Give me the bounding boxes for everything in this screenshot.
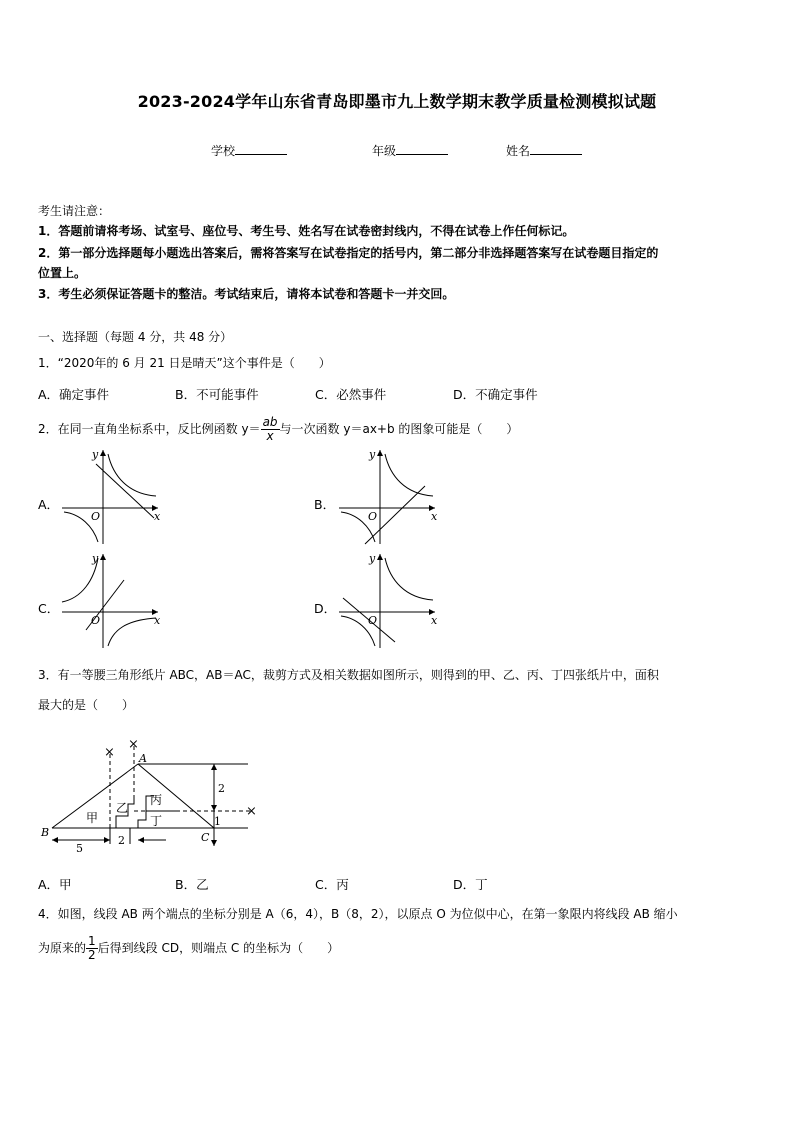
q3-stem-line2: 最大的是（ ） [38,698,135,712]
q2-fraction [261,416,280,443]
q3-label-yi: 乙 [116,801,129,815]
q2d-y-label: y [369,552,376,565]
q2-graph-b [335,446,445,546]
q2d-x-label: x [431,614,438,627]
q3-label-c: C [201,831,210,844]
q1-option-d[interactable]: D．不确定事件 [453,387,538,402]
q2c-x-label: x [154,614,161,627]
grade-label: 年级 [372,144,397,158]
q2b-origin-label: O [368,510,378,523]
q2-frac-num: ab [262,415,278,429]
q4-fraction [86,935,98,962]
school-field[interactable] [211,142,287,159]
q4-line2 [38,933,339,963]
q2-stem-post: 与一次函数 y＝ax+b 的图象可能是（ ） [279,422,519,436]
name-blank[interactable] [530,143,582,155]
q3-figure [38,736,270,858]
cut-mark-1: × [104,745,115,760]
q3-dim-1: 1 [214,815,221,828]
q3-label-a: A [139,752,147,765]
q2a-origin-label: O [91,510,101,523]
q1-option-b[interactable]: B．不可能事件 [175,387,259,402]
q3-dim-2-bottom: 2 [118,834,125,847]
q2-graph-a [58,446,168,546]
q3-option-b[interactable]: B．乙 [175,877,209,892]
school-blank[interactable] [235,143,287,155]
q2-option-b[interactable]: B． [314,497,336,512]
section-heading: 一、选择题（每题 4 分，共 48 分） [38,330,233,344]
q2-graph-d [335,550,445,650]
q4-frac-den: 2 [88,948,96,962]
q3-stem-line1: 3．有一等腰三角形纸片 ABC，AB＝AC，裁剪方式及相关数据如图所示，则得到的甲、乙、丙、丁四张纸片中，面积 [38,668,659,682]
q4-line2-pre: 为原来的 [38,941,87,955]
school-label: 学校 [211,144,236,158]
notice-heading: 考生请注意： [38,204,111,218]
notice-item-2: 2．第一部分选择题每小题选出答案后，需将答案写在试卷指定的括号内，第二部分非选择题答案写在试卷题目指定的 [38,246,659,260]
q2d-origin-label: O [368,614,378,627]
q2-stem-pre: 2．在同一直角坐标系中，反比例函数 y＝ [38,422,261,436]
q2c-origin-label: O [91,614,101,627]
q2a-y-label: y [92,448,99,461]
q3-label-ding: 丁 [150,814,163,828]
q3-label-b: B [41,826,50,839]
notice-item-3: 3．考生必须保证答题卡的整洁。考试结束后，请将本试卷和答题卡一并交回。 [38,287,455,301]
q4-line2-post: 后得到线段 CD，则端点 C 的坐标为（ ） [97,941,340,955]
q2b-x-label: x [431,510,438,523]
notice-item-2-cont: 位置上。 [38,266,87,280]
q2-option-c[interactable]: C． [38,601,60,616]
q3-option-c[interactable]: C．丙 [315,877,349,892]
q1-option-c[interactable]: C．必然事件 [315,387,387,402]
page-title: 2023-2024学年山东省青岛即墨市九上数学期末教学质量检测模拟试题 [137,92,657,111]
q2-option-a[interactable]: A． [38,497,60,512]
q3-label-bing: 丙 [150,793,163,807]
q2a-x-label: x [154,510,161,523]
cut-mark-2: × [128,737,139,752]
q3-option-a[interactable]: A．甲 [38,877,72,892]
q1-stem: 1．“2020年的 6 月 21 日是晴天”这个事件是（ ） [38,356,331,370]
q2b-y-label: y [369,448,376,461]
q2-stem [38,414,518,444]
grade-field[interactable] [372,142,448,159]
name-field[interactable] [506,142,582,159]
name-label: 姓名 [506,144,531,158]
q2-option-d[interactable]: D． [314,601,337,616]
grade-blank[interactable] [396,143,448,155]
q4-line1: 4．如图，线段 AB 两个端点的坐标分别是 A（6，4），B（8，2），以原点 O 为位似中心，在第一象限内将线段 AB 缩小 [38,907,678,921]
q3-dim-2-right: 2 [218,782,225,795]
q3-option-d[interactable]: D．丁 [453,877,488,892]
q4-frac-num: 1 [88,934,96,948]
notice-item-1: 1．答题前请将考场、试室号、座位号、考生号、姓名写在试卷密封线内，不得在试卷上作任何标记。 [38,224,575,238]
q2-graph-c [58,550,168,650]
q2-frac-den: x [266,429,274,443]
q3-label-jia: 甲 [86,811,99,825]
q2c-y-label: y [92,552,99,565]
cut-mark-3: × [246,804,257,819]
q3-dim-5: 5 [76,842,83,855]
q1-option-a[interactable]: A．确定事件 [38,387,110,402]
